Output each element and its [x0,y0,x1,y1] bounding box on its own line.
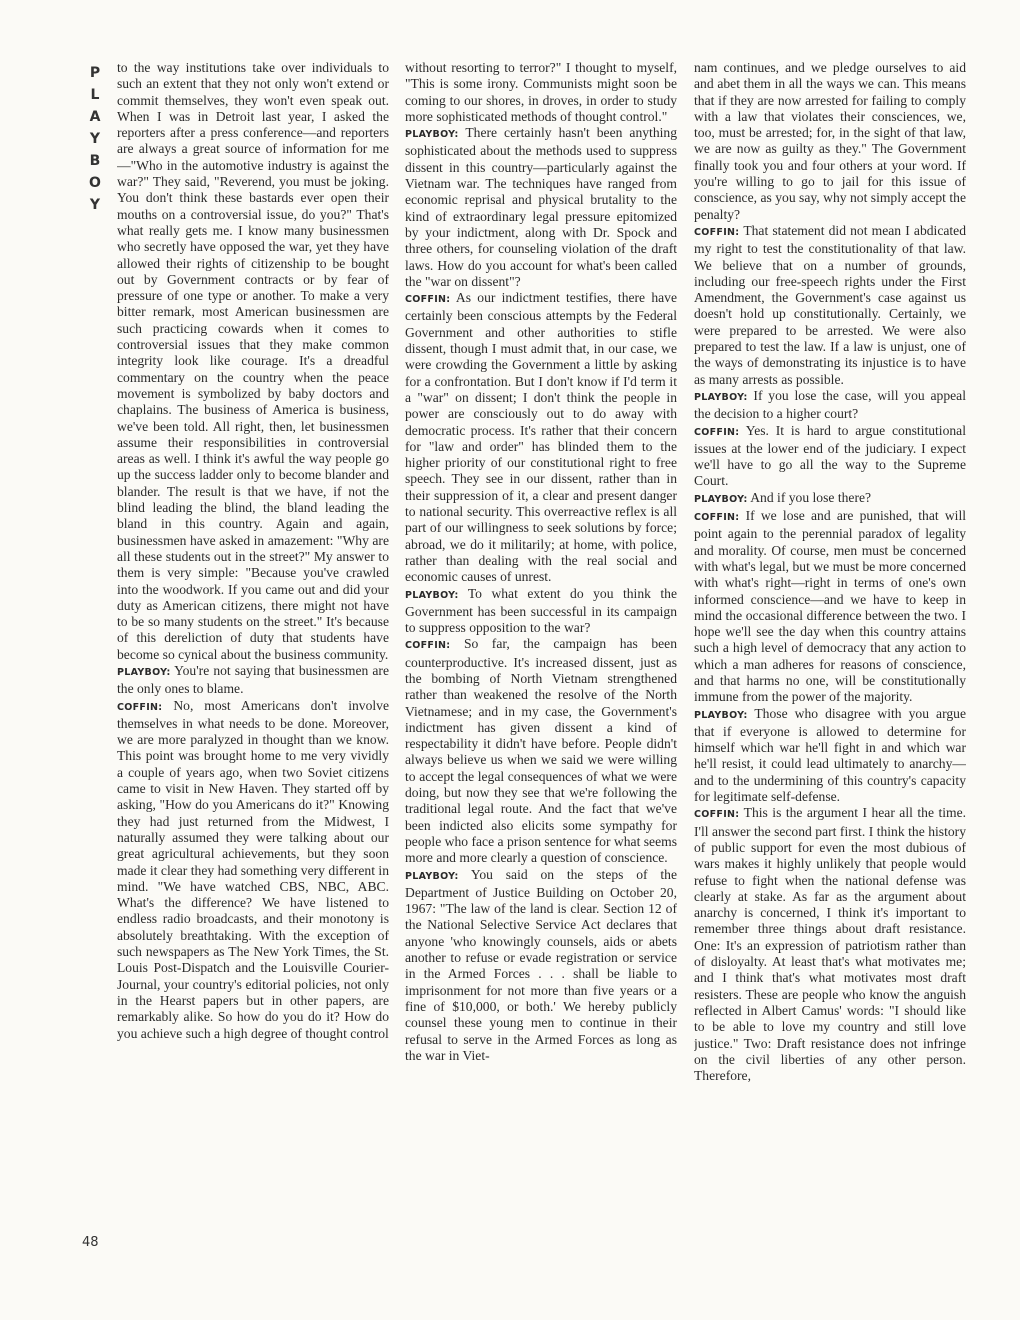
page-number: 48 [82,1235,99,1250]
paragraph-text: without resorting to terror?" I thought to myself, "This is some irony. Communists might soon be coming to our shores, in droves, in order to study more sophisticated methods of thought control." [405,60,677,124]
text-column-1 [117,60,389,1270]
text-column-2 [405,60,677,1270]
speaker-label: COFFIN: [405,640,451,652]
speaker-label: PLAYBOY: [405,129,459,141]
paragraph-text: This is the argument I hear all the time. I'll answer the second part first. I think the history of public support for even the most dubious of wars makes it highly unlikely that people would refuse to fight when the national defense was clearly at stake. As far as the argument about anarchy is concerned, I think it's important to remember three things about draft resistance. One: It's an expression of patriotism rather than of disloyalty. At least that's what motivates me; and I think that's what motivates most draft resisters. These are people who know the anguish reflected in Albert Camus' words: "I should like to be able to love my country and still love justice." Two: Draft resistance does not infringe on the civil liberties of any other person. Therefore, [694,805,966,1084]
speaker-label: PLAYBOY: [694,493,748,505]
paragraph [117,663,389,698]
speaker-label: COFFIN: [694,512,740,524]
paragraph-text: You said on the steps of the Department of Justice Building on October 20, 1967: "The law of the land is clear. Section 12 of the National Selective Service Act declares that anyone 'who knowingly counsels, aids or abets another to refuse or evade registration or service in the Armed Forces . . . shall be liable to imprisonment for not more than five years or a fine of $10,000, or both.' We hereby publicly counsel these young men to continue in their refusal to serve in the Armed Forces as long as the war in Viet- [405,866,677,1063]
speaker-label: COFFIN: [117,701,163,713]
paragraph-text: If you lose the case, will you appeal the decision to a higher court? [694,387,966,422]
paragraph [405,586,677,637]
paragraph [405,60,677,125]
paragraph [694,423,966,490]
paragraph [694,490,966,508]
paragraph [405,125,677,290]
text-column-3 [694,60,966,1270]
paragraph-text: And if you lose there? [750,489,872,505]
paragraph-text: Those who disagree with you argue that if everyone is allowed to determine for himself which war he'll fight in and which war he'll resist, it could lead ultimately to anarchy—and to the undermining of this country's capacity for legitimate self-defense. [694,705,966,805]
paragraph-text: So far, the campaign has been counterproductive. It's increased dissent, just as the bombing of North Vietnam strengthened rather than weakened the resolve of the North Vietnamese; and in my case, the Government's indictment has given dissent a kind of respectability it didn't have before. People didn't always believe us when we said we were willing to accept the legal consequences of what we were doing, but now they see that we're following the traditional legal route. And the fact that we've been indicted also elicits some sympathy for people who face a prison sentence for what seems more and more clearly a question of conscience. [405,636,677,866]
paragraph [694,60,966,223]
paragraph [405,867,677,1065]
speaker-label: PLAYBOY: [405,870,459,882]
speaker-label: COFFIN: [694,426,740,438]
paragraph-text: That statement did not mean I abdicated my right to test the constitutionality of that law. We believe that on a number of grounds, including our free-speech rights under the First Amendment, the Government's case against us doesn't hold up constitutionally. Certainly, we were prepared to be arrested. We were also prepared to test the law. If a law is unjust, one of the ways of demonstrating its injustice is to have as many arrests as possible. [694,222,966,387]
paragraph [405,290,677,585]
speaker-label: COFFIN: [405,294,451,306]
paragraph-text: If we lose and are punished, that will point again to the perennial paradox of legality and morality. Of course, men must be concerned with what's legal, but we must be more concerned with what's right—right in terms of one's own informed conscience—and we have to keep in mind the occasional difference between the two. I hope we'll see the day when this country attains such a high level of democracy that any action to which a man adheres for reasons of conscience, and that harms no one, will be constitutionally immune from the power of the majority. [694,508,966,705]
paragraph-text: To what extent do you think the Government has been successful in its campaign to suppress opposition to the war? [405,585,677,636]
paragraph-text: to the way institutions take over individuals to such an extent that they not only won't extend or commit themselves, they won't even speak out. When I was in Detroit last year, I asked the reporters after a press conference—and reporters are always a great source of information for me—"Who in the automotive industry is against the war?" They said, "Reverend, you must be joking. You don't think these bastards ever open their mouths on a controversial issue, do you?" That's what really gets me. I know many businessmen who secretly have opposed the war, yet they have allowed their rights of citizenship to be bought out by Government contracts or by fear of pressure of one type or another. To make a very bitter remark, most American businessmen are such practicing cowards when it comes to controversial issues that they make common integrity look like courage. It's a dreadful commentary on the country when the peace movement is symbolized by baby doctors and chaplains. The business of America is business, we've been told. All right, then, let businessmen assume their responsibilities in controversial areas as well. I think it's awful the way people go up the success ladder only to become blander and blander. The result is that we have, if not the blind leading the blind, the bland leading the bland in this country. Again and again, businessmen have asked in amazement: "Why are all these students out in the street?" My answer to them is very simple: "Because you've crawled into the woodwork. If you came out and did your duty as American citizens, there might not have to be so many students on the street." It's because of this dereliction of duty that students have become so cynical about the business community. [117,60,389,662]
speaker-label: PLAYBOY: [405,589,459,601]
paragraph [694,706,966,806]
paragraph [117,60,389,663]
speaker-label: COFFIN: [694,226,740,238]
paragraph [117,698,389,1042]
paragraph-text: No, most Americans don't involve themselves in what needs to be done. Moreover, we are more paralyzed in thought than we know. This point was brought home to me very vividly a couple of years ago, when two Soviet citizens came to visit in New Haven. They started off by asking, "How do you Americans do it?" Knowing they had just returned from the Midwest, I naturally assumed they were talking about our great agricultural achievements, but they soon made it clear they had something very different in mind. "We have watched CBS, NBC, ABC. What's the difference? We have listened to endless radio broadcasts, and their monotony is absolutely breathtaking. With the exception of such newspapers as The New York Times, the St. Louis Post-Dispatch and the Louisville Courier-Journal, your country's editorial policies, not only in the Hearst papers but in other papers, are remarkably alike. So how do you do it? How do you achieve such a high degree of thought control [117,697,389,1041]
paragraph-text: As our indictment testifies, there have certainly been conscious attempts by the Federal Government and other authorities to stifle dissent, though I must admit that, in our case, we were crowding the Government a little by asking for a confrontation. But I don't know if I'd term it a "war" on dissent; I don't think the people in power are consciously out to do away with democratic process. It's rather that their concern for "law and order" has blinded them to the higher priority of our constitutional right to free speech. They see in our dissent, rather than in their suppression of it, a clear and present danger to national security. This overreactive reflex is all part of our willingness to seek solutions by force; abroad, we do it militarily; at home, with police, rather than dealing with the real social and economic causes of unrest. [405,290,677,585]
masthead-playboy-vertical [87,62,103,216]
speaker-label: COFFIN: [694,809,740,821]
paragraph-text: nam continues, and we pledge ourselves to aid and abet them in all the ways we can. This means that if they are now arrested for failing to comply with a law that violates their consciences, we, too, must be arrested; for, in the sight of that law, we are now as guilty as they." The Government finally took you and four others at your word. If you're willing to go to jail for this issue of conscience, as you say, why not simply accept the penalty? [694,60,966,222]
speaker-label: PLAYBOY: [117,666,171,678]
speaker-label: PLAYBOY: [694,709,748,721]
paragraph [405,636,677,866]
speaker-label: PLAYBOY: [694,391,748,403]
paragraph [694,388,966,423]
paragraph [694,223,966,388]
paragraph [694,508,966,706]
paragraph-text: There certainly hasn't been anything sophisticated about the methods used to suppress dissent in this country—particularly against the Vietnam war. The techniques have ranged from economic reprisal and physical brutality to the kind of extraordinary legal pressure epitomized by your indictment, along with Dr. Spock and three others, for counseling violation of the draft laws. How do you account for what's been called the "war on dissent"? [405,125,677,289]
paragraph-text: You're not saying that businessmen are the only ones to blame. [117,662,389,697]
paragraph [694,805,966,1084]
paragraph-text: Yes. It is hard to argue constitutional issues at the lower end of the judiciary. I expect we'll have to go all the way to the Supreme Court. [694,422,966,489]
masthead-text: P L A Y B O Y [89,65,101,213]
